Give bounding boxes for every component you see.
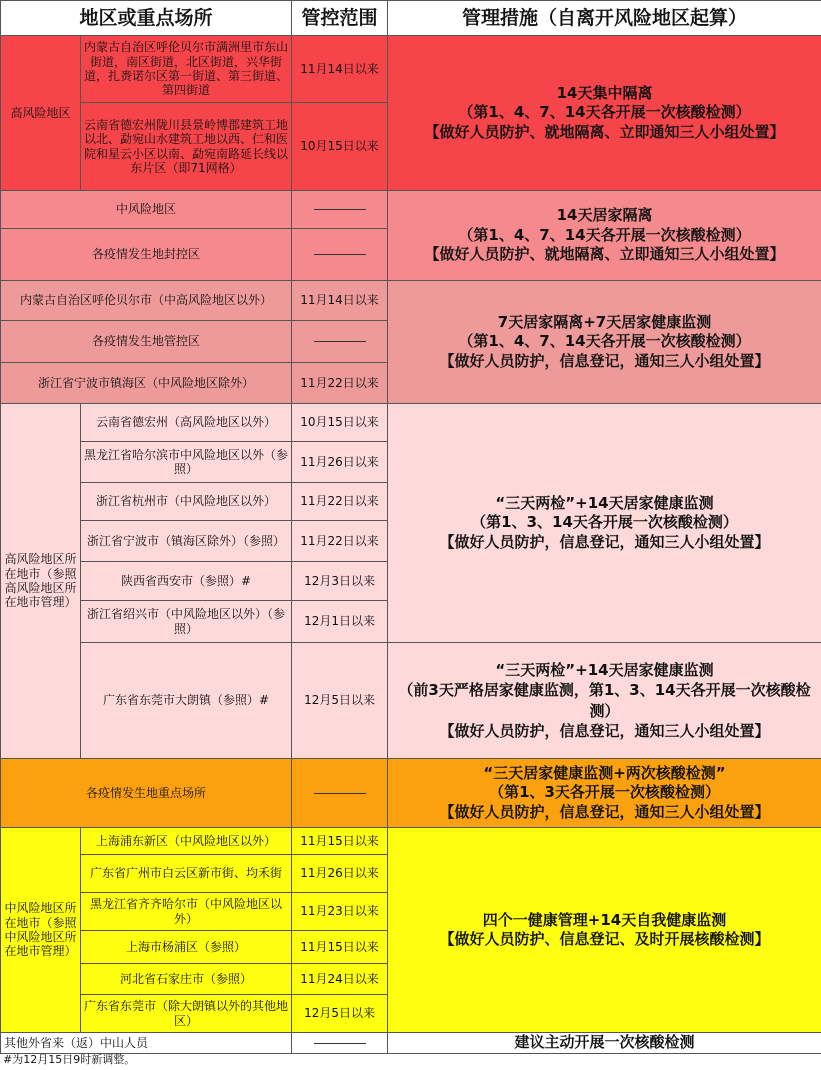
area-cell: 河北省石家庄市（参照）	[81, 964, 292, 995]
area-cell: 黑龙江省哈尔滨市中风险地区以外（参照）	[81, 442, 292, 483]
area-cell: 内蒙古自治区呼伦贝尔市（中高风险地区以外）	[1, 281, 292, 321]
header-scope: 管控范围	[292, 1, 388, 36]
measure-line: 14天居家隔离	[556, 206, 653, 225]
measure-line: 四个一健康管理+14天自我健康监测	[482, 910, 727, 929]
high-city-measure-b	[388, 643, 821, 759]
header-row	[1, 1, 821, 36]
scope-cell: 11月22日以来	[292, 363, 388, 404]
others-measure: 建议主动开展一次核酸检测	[388, 1033, 821, 1054]
scope-cell	[292, 759, 388, 828]
scope-cell	[292, 229, 388, 281]
scope-cell	[292, 191, 388, 229]
area-cell: 广东省东莞市（除大朗镇以外的其他地区）	[81, 995, 292, 1033]
scope-cell: 11月22日以来	[292, 521, 388, 562]
area-cell: 内蒙古自治区呼伦贝尔市满洲里市东山街道，南区街道，北区街道，兴华街道，扎赉诺尔区第一街道、第三街道、第四街道	[81, 36, 292, 103]
high-risk-measure	[388, 36, 821, 191]
scope-cell: 11月15日以来	[292, 828, 388, 855]
measure-line: “三天两检”+14天居家健康监测	[495, 493, 714, 512]
measure-line: 【做好人员防护、就地隔离、立即通知三人小组处置】	[424, 245, 785, 264]
scope-cell: 11月26日以来	[292, 855, 388, 893]
scope-cell: 12月5日以来	[292, 643, 388, 759]
area-cell: 浙江省绍兴市（中风险地区以外）（参照）	[81, 601, 292, 643]
area-cell: 各疫情发生地重点场所	[1, 759, 292, 828]
scope-cell: 11月24日以来	[292, 964, 388, 995]
scope-cell: 11月26日以来	[292, 442, 388, 483]
area-cell: 中风险地区	[1, 191, 292, 229]
area-cell: 陕西省西安市（参照）#	[81, 562, 292, 601]
area-cell: 云南省德宏州（高风险地区以外）	[81, 404, 292, 442]
measure-line: 【做好人员防护，信息登记，通知三人小组处置】	[439, 532, 770, 551]
measure-line: （第1、4、7、14天各开展一次核酸检测）	[458, 332, 751, 351]
scope-cell	[292, 321, 388, 363]
scope-cell	[292, 1033, 388, 1054]
scope-cell: 11月23日以来	[292, 893, 388, 931]
table-row	[1, 643, 821, 759]
home-quarantine-measure	[388, 281, 821, 404]
header-measure: 管理措施（自离开风险地区起算）	[388, 1, 821, 36]
mid-risk-measure	[388, 191, 821, 281]
key-places-measure	[388, 759, 821, 828]
scope-cell: 11月14日以来	[292, 36, 388, 103]
high-city-label: 高风险地区所在地市（参照高风险地区所在地市管理）	[1, 404, 81, 759]
area-cell: 各疫情发生地封控区	[1, 229, 292, 281]
scope-cell: 12月3日以来	[292, 562, 388, 601]
area-cell: 浙江省杭州市（中风险地区以外）	[81, 483, 292, 521]
area-cell: 浙江省宁波市（镇海区除外）（参照）	[81, 521, 292, 562]
table-row	[1, 828, 821, 855]
area-cell: 云南省德宏州陇川县景岭博郡建筑工地以北、勐宛山水建筑工地以西、仁和医院和星云小区以南、勐宛南路延长线以东片区（即71网格）	[81, 103, 292, 191]
area-cell: 广东省东莞市大朗镇（参照）#	[81, 643, 292, 759]
measure-line: “三天居家健康监测+两次核酸检测”	[483, 763, 726, 782]
scope-cell: 10月15日以来	[292, 404, 388, 442]
measure-line: （前3天严格居家健康监测，第1、3、14天各开展一次核酸检测）	[398, 681, 811, 720]
mid-city-measure	[388, 828, 821, 1033]
measure-line: 【做好人员防护，信息登记，通知三人小组处置】	[439, 802, 770, 821]
measure-line: 【做好人员防护，信息登记，通知三人小组处置】	[439, 351, 770, 370]
measure-line: “三天两检”+14天居家健康监测	[495, 661, 714, 679]
measure-line: （第1、3、14天各开展一次核酸检测）	[471, 513, 738, 532]
area-cell: 广东省广州市白云区新市街、均禾街	[81, 855, 292, 893]
measure-line: 7天居家隔离+7天居家健康监测	[497, 312, 712, 331]
area-cell: 各疫情发生地管控区	[1, 321, 292, 363]
table-row	[1, 36, 821, 103]
scope-cell: 12月1日以来	[292, 601, 388, 643]
table-row	[1, 191, 821, 229]
area-cell: 上海浦东新区（中风险地区以外）	[81, 828, 292, 855]
mid-city-label: 中风险地区所在地市（参照中风险地区所在地市管理）	[1, 828, 81, 1033]
scope-cell: 12月5日以来	[292, 995, 388, 1033]
table-row	[1, 281, 821, 321]
footnote: #为12月15日9时新调整。	[3, 1053, 136, 1066]
header-area: 地区或重点场所	[1, 1, 292, 36]
area-cell: 其他外省来（返）中山人员	[1, 1033, 292, 1054]
table-row	[1, 404, 821, 442]
scope-cell: 11月22日以来	[292, 483, 388, 521]
measure-line: 【做好人员防护、就地隔离、立即通知三人小组处置】	[424, 122, 785, 141]
scope-cell: 11月14日以来	[292, 281, 388, 321]
measure-line: （第1、4、7、14天各开展一次核酸检测）	[458, 103, 751, 122]
scope-cell: 10月15日以来	[292, 103, 388, 191]
table-row	[1, 1033, 821, 1054]
measure-line: （第1、4、7、14天各开展一次核酸检测）	[458, 225, 751, 244]
area-cell: 上海市杨浦区（参照）	[81, 931, 292, 964]
area-cell: 浙江省宁波市镇海区（中风险地区除外）	[1, 363, 292, 404]
measure-line: （第1、3天各开展一次核酸检测）	[489, 783, 720, 802]
measure-line: 14天集中隔离	[556, 83, 653, 102]
scope-cell: 11月15日以来	[292, 931, 388, 964]
measure-line: 【做好人员防护，信息登记，通知三人小组处置】	[439, 721, 770, 740]
high-risk-label: 高风险地区	[1, 36, 81, 191]
table-row	[1, 759, 821, 828]
area-cell: 黑龙江省齐齐哈尔市（中风险地区以外）	[81, 893, 292, 931]
high-city-measure-a	[388, 404, 821, 643]
measure-line: 【做好人员防护、信息登记、及时开展核酸检测】	[439, 930, 770, 948]
